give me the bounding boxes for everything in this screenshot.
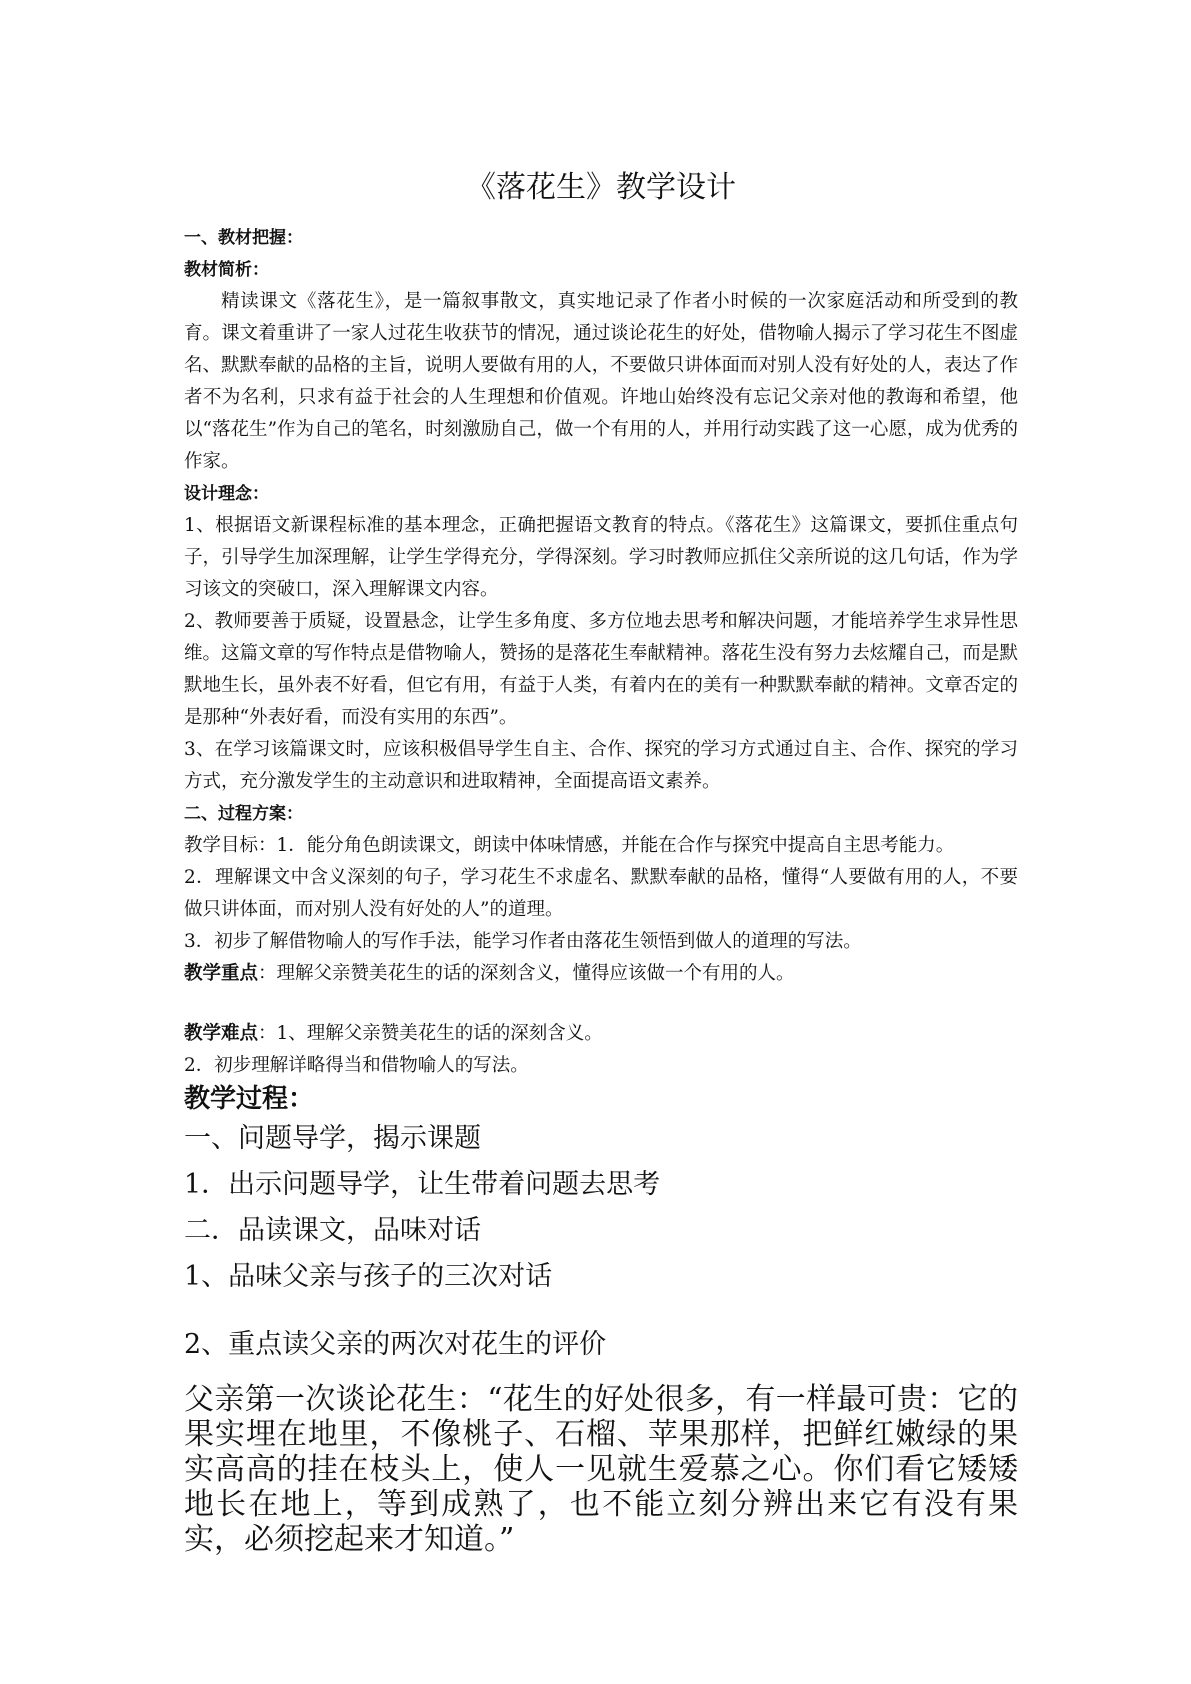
- step-1-item-1: 1．出示问题导学，让生带着问题去思考: [184, 1169, 661, 1200]
- step-1-heading: 一、问题导学，揭示课题: [184, 1123, 481, 1154]
- subheading-concept: 设计理念：: [184, 484, 269, 504]
- key-point-label: 教学重点: [184, 963, 259, 984]
- concept-paragraph-2: 2、教师要善于质疑，设置悬念，让学生多角度、多方位地去思考和解决问题，才能培养学生求异性思维。这篇文章的写作特点是借物喻人，赞扬的是落花生奉献精神。落花生没有努力去炫耀自己，而是默默地生长，虽外表不好看，但它有用，有益于人类，有着内在的美有一种默默奉献的精神。文章否定的是那种“外表好看，而没有实用的东西”。: [184, 611, 1018, 728]
- section-heading-process-plan: 二、过程方案：: [184, 804, 303, 824]
- subheading-analysis: 教材简析：: [184, 260, 269, 280]
- step-2-item-2: 2、重点读父亲的两次对花生的评价: [184, 1329, 607, 1360]
- father-quote-paragraph: 父亲第一次谈论花生：“花生的好处很多，有一样最可贵：它的果实埋在地里，不像桃子、石榴、苹果那样，把鲜红嫩绿的果实高高的挂在枝头上，使人一见就生爱慕之心。你们看它矮矮地长在地上，等到成熟了，也不能立刻分辨出来它有没有果实，必须挖起来才知道。”: [184, 1382, 1018, 1557]
- concept-paragraph-1: 1、根据语文新课程标准的基本理念，正确把握语文教育的特点。《落花生》这篇课文，要抓住重点句子，引导学生加深理解，让学生学得充分，学得深刻。学习时教师应抓住父亲所说的这几句话，作为学习该文的突破口，深入理解课文内容。: [184, 515, 1018, 600]
- difficulty-label: 教学难点: [184, 1023, 259, 1044]
- document-body: [184, 160, 1018, 1557]
- key-point-text: ：理解父亲赞美花生的话的深刻含义，懂得应该做一个有用的人。: [258, 963, 795, 984]
- concept-paragraph-3: 3、在学习该篇课文时，应该积极倡导学生自主、合作、探究的学习方式通过自主、合作、探究的学习方式，充分激发学生的主动意识和进取精神，全面提高语文素养。: [184, 739, 1018, 792]
- teaching-process-heading: 教学过程：: [184, 1084, 315, 1114]
- spacer: [184, 990, 1018, 1018]
- goal-paragraph-2: 2．理解课文中含义深刻的句子，学习花生不求虚名、默默奉献的品格，懂得“人要做有用的人，不要做只讲体面，而对别人没有好处的人”的道理。: [184, 867, 1018, 920]
- difficulty-line: [184, 1018, 1018, 1050]
- difficulty-line-2: 2．初步理解详略得当和借物喻人的写法。: [184, 1055, 529, 1076]
- analysis-paragraph: 精读课文《落花生》，是一篇叙事散文，真实地记录了作者小时候的一次家庭活动和所受到的教育。课文着重讲了一家人过花生收获节的情况，通过谈论花生的好处，借物喻人揭示了学习花生不图虚名、默默奉献的品格的主旨，说明人要做有用的人，不要做只讲体面而对别人没有好处的人，表达了作者不为名利，只求有益于社会的人生理想和价值观。许地山始终没有忘记父亲对他的教诲和希望，他以“落花生”作为自己的笔名，时刻激励自己，做一个有用的人，并用行动实践了这一心愿，成为优秀的作家。: [184, 291, 1018, 472]
- page-title: 《落花生》教学设计: [466, 170, 736, 205]
- section-heading-materials: 一、教材把握：: [184, 228, 303, 248]
- goal-paragraph-1: 教学目标：1．能分角色朗读课文，朗读中体味情感，并能在合作与探究中提高自主思考能力。: [184, 835, 955, 856]
- step-2-item-1: 1、品味父亲与孩子的三次对话: [184, 1261, 553, 1292]
- step-2-heading: 二．品读课文，品味对话: [184, 1215, 481, 1246]
- key-point-line: [184, 958, 1018, 990]
- difficulty-text: ：1、理解父亲赞美花生的话的深刻含义。: [258, 1023, 603, 1044]
- goal-paragraph-3: 3．初步了解借物喻人的写作手法，能学习作者由落花生领悟到做人的道理的写法。: [184, 931, 862, 952]
